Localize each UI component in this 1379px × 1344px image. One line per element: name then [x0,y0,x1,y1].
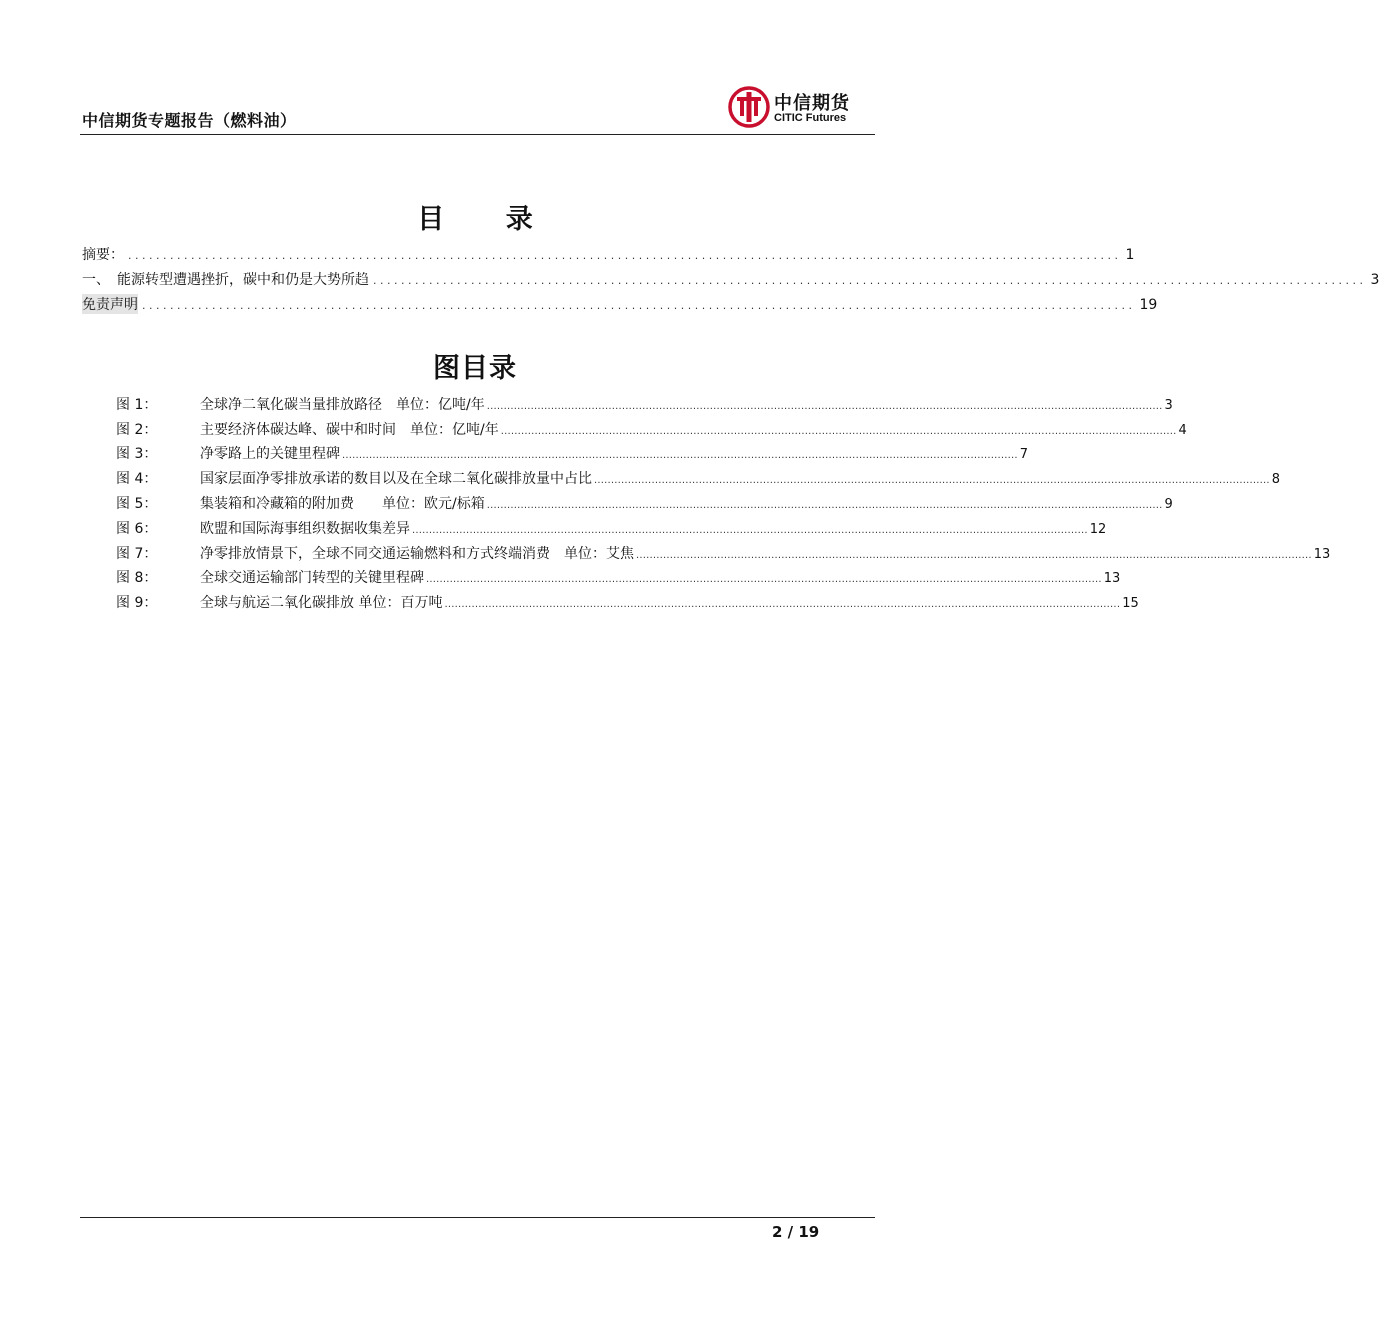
figure-number: 图 1： [116,397,158,413]
leader-dots: ........................................................................................................................................................................................................ [486,401,1163,412]
figure-entry[interactable] [116,394,1173,414]
figure-title: 净零排放情景下，全球不同交通运输燃料和方式终端消费 单位：艾焦 [200,546,634,562]
figure-number: 图 7： [116,546,158,562]
figure-title: 净零路上的关键里程碑 [200,446,340,462]
figure-entry[interactable] [116,592,1139,612]
figure-number: 图 2： [116,422,158,438]
leader-dots: .............................................................................................................................................. [142,299,1136,312]
leader-dots: ........................................................................................................................................................................................................ [426,574,1102,585]
figure-number: 图 8： [116,570,158,586]
toc-entry[interactable] [82,294,1158,314]
figure-entry[interactable] [116,419,1187,439]
leader-dots: ........................................................................................................................................................................................................ [636,550,1312,561]
figure-page: 9 [1164,497,1173,512]
figure-title: 国家层面净零排放承诺的数目以及在全球二氧化碳排放量中占比 [200,471,592,487]
toc-entry-page: 19 [1139,297,1158,313]
figure-title: 欧盟和国际海事组织数据收集差异 [200,521,410,537]
leader-dots: ........................................................................................................................................................................................................ [594,475,1270,486]
figure-title: 全球净二氧化碳当量排放路径 单位：亿吨/年 [200,397,485,413]
footer-divider [80,1217,875,1218]
figure-number: 图 5： [116,496,158,512]
figure-title: 主要经济体碳达峰、碳中和时间 单位：亿吨/年 [200,422,499,438]
toc-entry[interactable] [82,244,1135,264]
figure-page: 3 [1164,398,1173,413]
page-indicator: 2 / 19 [772,1223,820,1241]
leader-dots: .............................................................................................................................................. [128,249,1122,262]
leader-dots: .............................................................................................................................................. [373,274,1367,287]
figure-title: 全球与航运二氧化碳排放 单位：百万吨 [200,595,443,611]
toc-entry-page: 1 [1125,247,1135,263]
figure-page: 7 [1019,447,1029,462]
figure-page: 4 [1178,423,1187,438]
figure-number: 图 9： [116,595,158,611]
figure-number: 图 3： [116,446,158,462]
figure-title: 集装箱和冷藏箱的附加费 单位：欧元/标箱 [200,496,485,512]
figure-number: 图 4： [116,471,158,487]
figure-entry[interactable] [116,567,1121,587]
logo-cn-text: 中信期货 [774,93,850,114]
toc-title: 目 录 [417,204,559,235]
toc-entry-label: 摘要： [82,247,124,263]
figure-entry[interactable] [116,443,1029,463]
citic-logo-icon [728,86,770,128]
figure-page: 13 [1313,547,1331,562]
figure-entry[interactable] [116,493,1173,513]
figure-page: 8 [1271,472,1281,487]
figure-entry[interactable] [116,468,1281,488]
leader-dots: ........................................................................................................................................................................................................ [486,500,1163,511]
leader-dots: ........................................................................................................................................................................................................ [412,525,1088,536]
figure-page: 12 [1089,522,1107,537]
header-divider [80,134,875,135]
toc-entry-page: 3 [1370,272,1379,288]
leader-dots: ........................................................................................................................................................................................................ [342,450,1018,461]
logo-en-text: CITIC Futures [774,112,847,124]
figure-list-title: 图目录 [433,353,517,384]
header-title: 中信期货专题报告（燃料油） [82,111,297,130]
figure-page: 13 [1103,571,1121,586]
figure-entry[interactable] [116,543,1331,563]
toc-entry-label: 一、 能源转型遭遇挫折，碳中和仍是大势所趋 [82,272,369,288]
leader-dots: ........................................................................................................................................................................................................ [444,599,1121,610]
citic-futures-logo [728,86,868,130]
figure-page: 15 [1122,596,1139,611]
figure-number: 图 6： [116,521,158,537]
figure-title: 全球交通运输部门转型的关键里程碑 [200,570,424,586]
leader-dots: ........................................................................................................................................................................................................ [500,426,1177,437]
toc-entry[interactable] [82,269,1379,289]
figure-entry[interactable] [116,518,1107,538]
toc-entry-label: 免责声明 [82,294,138,314]
